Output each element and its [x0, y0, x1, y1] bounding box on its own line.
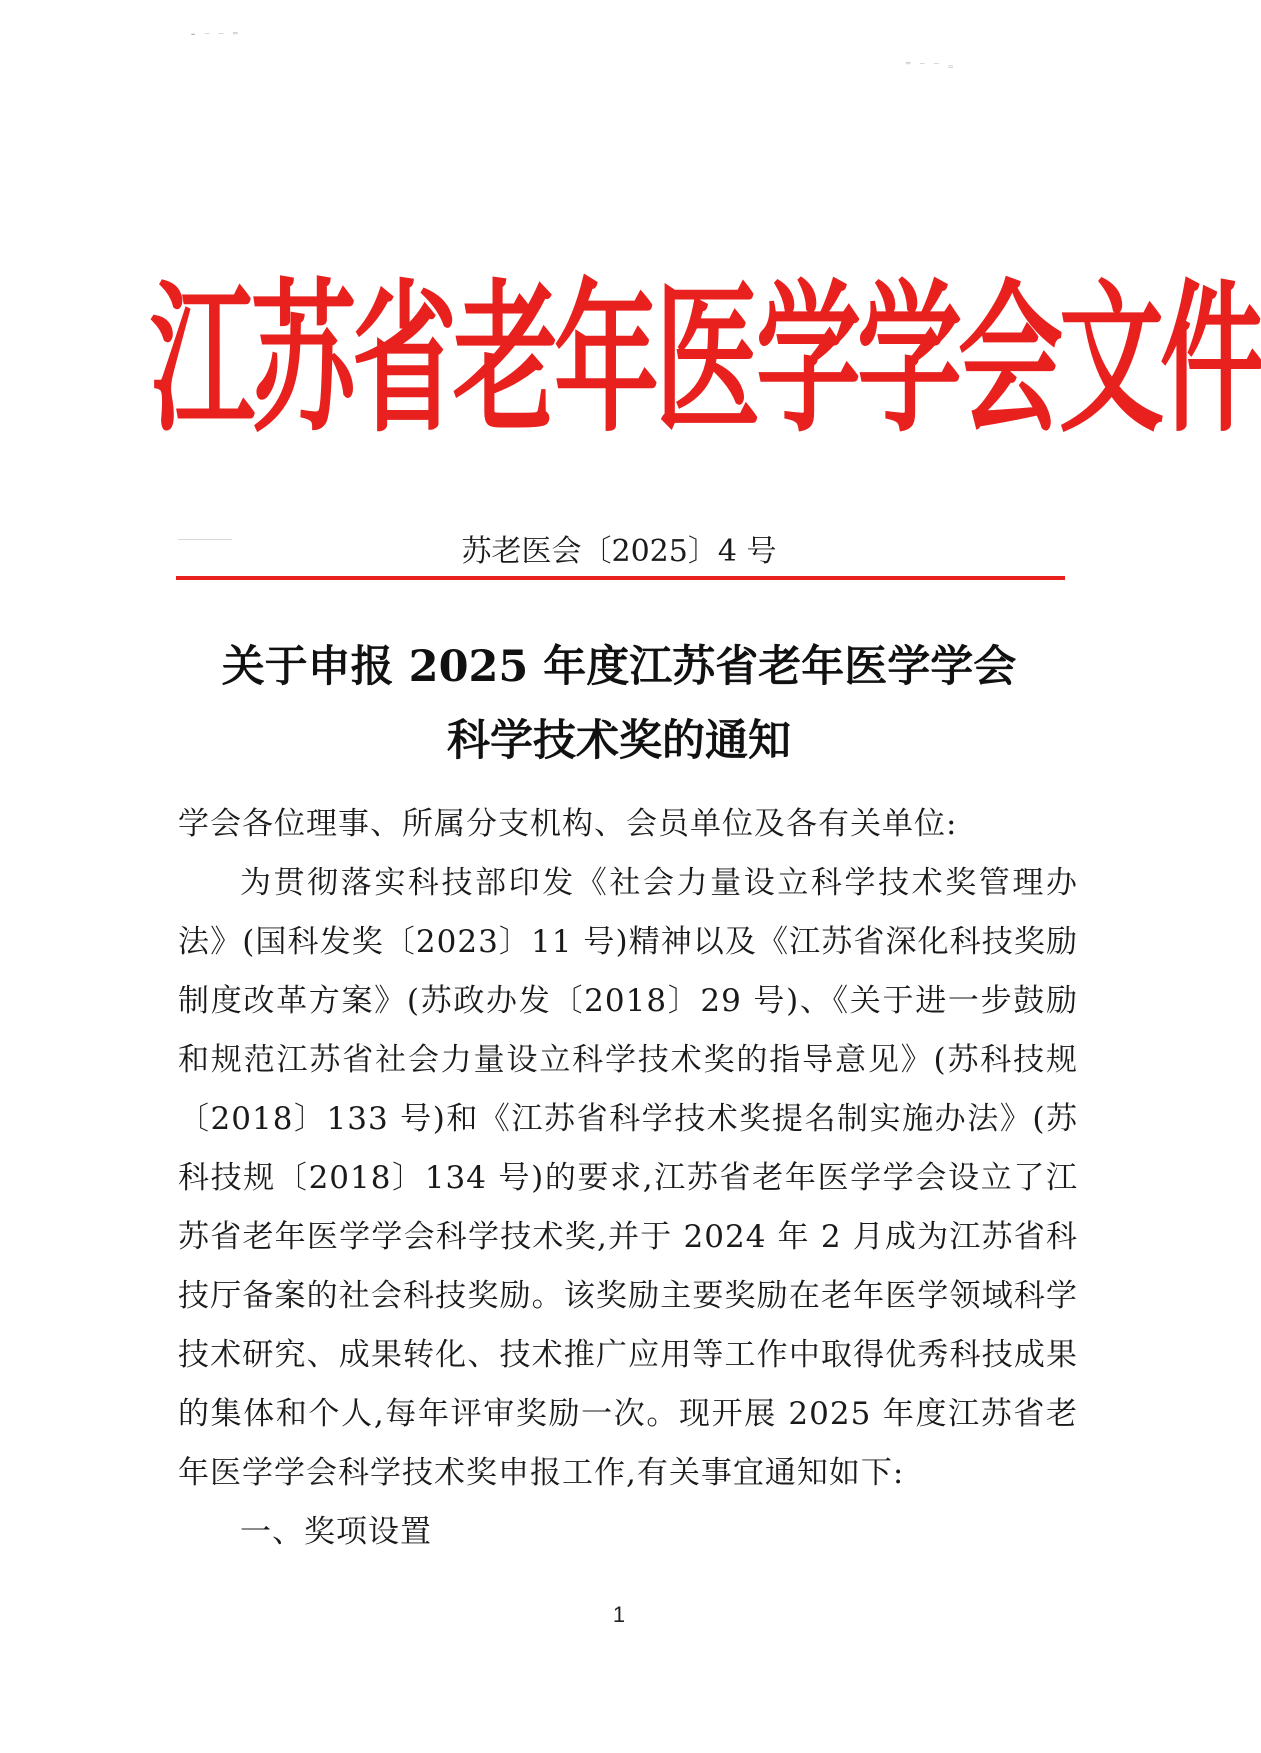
document-number: 苏老医会〔2025〕4 号 [461, 534, 777, 569]
body-paragraph: 为贯彻落实科技部印发《社会力量设立科学技术奖管理办法》(国科发奖〔2023〕11 号)精神以及《江苏省深化科技奖励制度改革方案》(苏政办发〔2018〕29 号)、《关于进一步鼓励和规范江苏省社会力量设立科学技术奖的指导意见》(苏科技规〔2018〕133 号)和《江苏省科学技术奖提名制实施办法》(苏科技规〔2018〕134 号)的要求,江苏省老年医学学会设立了江苏省老年医学学会科学技术奖,并于 2024 年 2 月成为江苏省科技厅备案的社会科技奖励。该奖励主要奖励在老年医学领域科学技术研究、成果转化、技术推广应用等工作中取得优秀科技成果的集体和个人,每年评审奖励一次。现开展 2025 年度江苏省老年医学学会科学技术奖申报工作,有关事宜通知如下: [178, 865, 1078, 1491]
section-heading: 一、奖项设置 [240, 1514, 432, 1550]
notice-title-line-2: 科学技术奖的通知 [447, 716, 791, 766]
notice-title [0, 630, 1238, 778]
page-number: 1 [612, 1602, 626, 1627]
notice-body [178, 795, 1078, 1562]
red-separator-line [176, 576, 1065, 580]
notice-title-line-1: 关于申报 2025 年度江苏省老年医学学会 [221, 642, 1017, 692]
document-masthead: 江苏省老年医学学会文件 [150, 265, 1261, 455]
scan-artifact-mark: ⁃ ⁻ ⁻ ⁼ [190, 28, 241, 42]
scan-artifact-mark: ⁼ ⁻ ⁻ ₌ [905, 58, 956, 72]
salutation: 学会各位理事、所属分支机构、会员单位及各有关单位: [178, 806, 958, 842]
